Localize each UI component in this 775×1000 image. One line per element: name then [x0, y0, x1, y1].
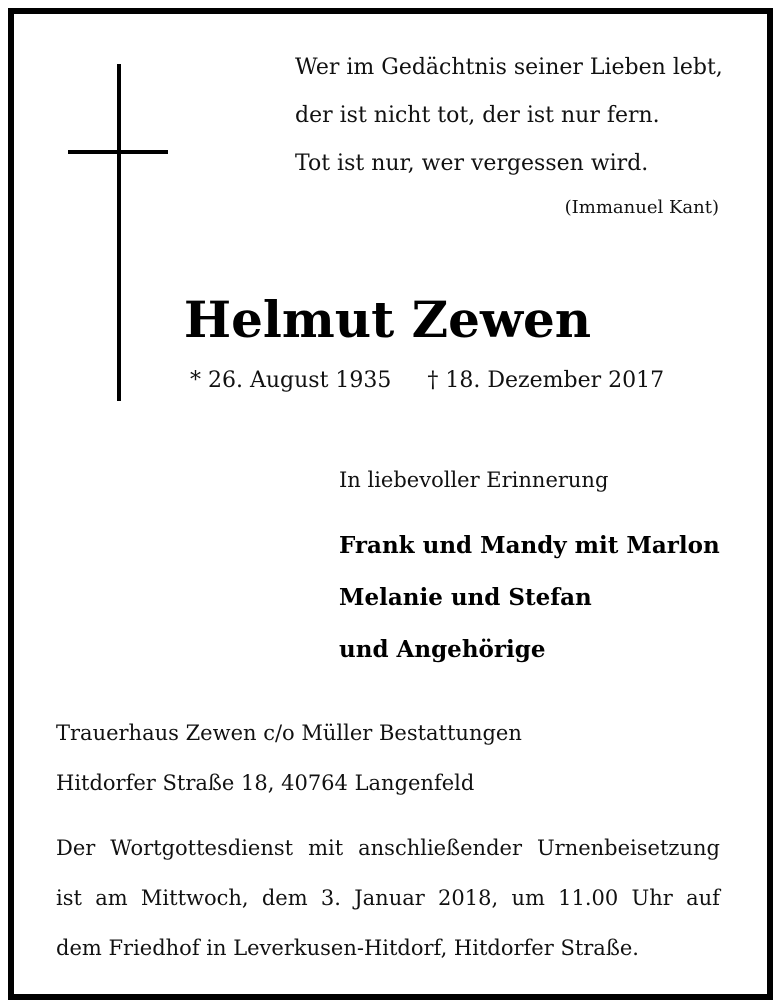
cross-vertical-bar [117, 64, 121, 401]
quote-line: der ist nicht tot, der ist nur fern. [295, 103, 660, 128]
quote-line: Wer im Gedächtnis seiner Lieben lebt, [295, 55, 723, 80]
deceased-name: Helmut Zewen [183, 290, 592, 349]
service-word: 3. [320, 886, 341, 910]
memory-intro: In liebevoller Erinnerung [339, 468, 609, 492]
service-announcement [56, 823, 720, 973]
service-line-1 [56, 823, 720, 873]
mourners-list [339, 520, 720, 676]
service-word: anschließender [358, 836, 522, 860]
quote-author: (Immanuel Kant) [564, 197, 719, 218]
service-word: Januar [354, 886, 425, 910]
service-word: Uhr [631, 886, 673, 910]
mourner-line: Frank und Mandy mit Marlon [339, 532, 720, 559]
service-line-3: dem Friedhof in Leverkusen-Hitdorf, Hitdorfer Straße. [56, 936, 639, 960]
address-line: Hitdorfer Straße 18, 40764 Langenfeld [56, 771, 475, 795]
death-date: † 18. Dezember 2017 [427, 368, 665, 393]
service-word: 2018, [438, 886, 499, 910]
service-word: um [511, 886, 545, 910]
address-line: Trauerhaus Zewen c/o Müller Bestattungen [56, 721, 522, 745]
service-word: ist [56, 886, 82, 910]
service-word: Der [56, 836, 96, 860]
birth-date: * 26. August 1935 [190, 368, 392, 393]
service-word: dem [261, 886, 308, 910]
service-word: Mittwoch, [140, 886, 249, 910]
life-dates [190, 368, 664, 393]
mourning-house-address [56, 708, 522, 808]
service-word: Wortgottesdienst [110, 836, 294, 860]
mourner-line: Melanie und Stefan [339, 584, 592, 611]
service-word: Urnenbeisetzung [536, 836, 720, 860]
cross-horizontal-bar [68, 150, 168, 154]
service-word: 11.00 [558, 886, 619, 910]
service-word: auf [686, 886, 720, 910]
memorial-quote [295, 44, 725, 188]
service-word: am [95, 886, 128, 910]
service-line-2 [56, 873, 720, 923]
quote-line: Tot ist nur, wer vergessen wird. [295, 151, 649, 176]
service-word: mit [308, 836, 344, 860]
mourner-line: und Angehörige [339, 636, 546, 663]
